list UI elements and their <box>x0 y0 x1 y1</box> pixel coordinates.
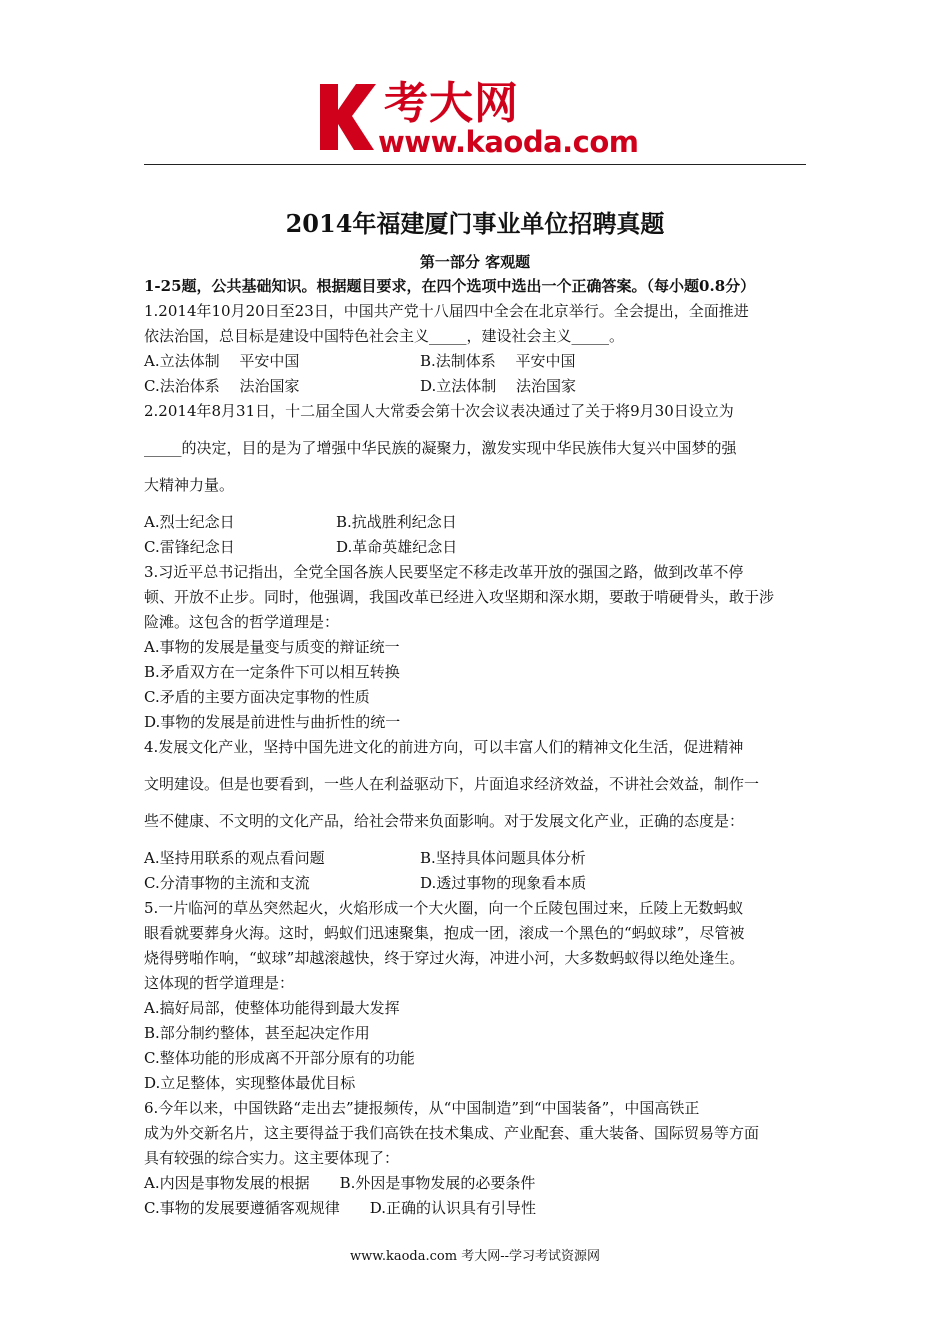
option-a[interactable]: A.坚持用联系的观点看问题 <box>144 849 325 867</box>
kaoda-k-logo-icon <box>318 80 380 152</box>
question-text: 大精神力量。 <box>144 476 235 494</box>
site-logo <box>318 80 638 158</box>
header-divider <box>144 164 806 165</box>
question-4 <box>144 735 808 896</box>
question-6 <box>144 1096 808 1221</box>
option-row <box>144 510 808 535</box>
question-text: _____的决定，目的是为了增强中华民族的凝聚力，激发实现中华民族伟大复兴中国梦的强 <box>144 439 737 457</box>
question-text: 1.2014年10月20日至23日，中国共产党十八届四中全会在北京举行。全会提出，全面推进 <box>144 302 749 320</box>
question-text: 6.今年以来，中国铁路“走出去”捷报频传，从“中国制造”到“中国装备”，中国高铁正 <box>144 1099 700 1117</box>
question-text: 具有较强的综合实力。这主要体现了： <box>144 1149 400 1167</box>
option-d[interactable]: D.透过事物的现象看本质 <box>420 874 587 892</box>
option-c[interactable]: C.矛盾的主要方面决定事物的性质 <box>144 688 370 706</box>
option-d[interactable]: D.革命英雄纪念日 <box>336 538 458 556</box>
question-text: 2.2014年8月31日，十二届全国人大常委会第十次会议表决通过了关于将9月30日设立为 <box>144 402 734 420</box>
option-b[interactable]: B.法制体系 平安中国 <box>420 352 576 370</box>
option-row <box>144 374 808 399</box>
question-text: 文明建设。但是也要看到，一些人在利益驱动下，片面追求经济效益，不讲社会效益，制作一 <box>144 775 760 793</box>
question-text: 烧得劈啪作响，“蚁球”却越滚越快，终于穿过火海，冲进小河，大多数蚂蚁得以绝处逢生。 <box>144 949 745 967</box>
page-footer: www.kaoda.com 考大网--学习考试资源网 <box>350 1249 600 1264</box>
question-text: 3.习近平总书记指出，全党全国各族人民要坚定不移走改革开放的强国之路，做到改革不停 <box>144 563 744 581</box>
question-text: 依法治国，总目标是建设中国特色社会主义_____，建设社会主义_____。 <box>144 327 625 345</box>
option-a[interactable]: A.立法体制 平安中国 <box>144 352 300 370</box>
question-text: 眼看就要葬身火海。这时，蚂蚁们迅速聚集，抱成一团，滚成一个黑色的“蚂蚁球”，尽管被 <box>144 924 745 942</box>
option-d[interactable]: D.立法体制 法治国家 <box>420 377 577 395</box>
option-b[interactable]: B.抗战胜利纪念日 <box>336 513 457 531</box>
question-1 <box>144 299 808 399</box>
option-c[interactable]: C.整体功能的形成离不开部分原有的功能 <box>144 1049 415 1067</box>
option-row <box>144 871 808 896</box>
option-c-d[interactable]: C.事物的发展要遵循客观规律 D.正确的认识具有引导性 <box>144 1199 536 1217</box>
option-b[interactable]: B.部分制约整体，甚至起决定作用 <box>144 1024 370 1042</box>
question-text: 5.一片临河的草丛突然起火，火焰形成一个大火圈，向一个丘陵包围过来，丘陵上无数蚂蚁 <box>144 899 744 917</box>
option-row <box>144 846 808 871</box>
instruction-text: 1-25题，公共基础知识。根据题目要求，在四个选项中选出一个正确答案。（每小题0.8分） <box>144 277 756 295</box>
option-c[interactable]: C.分清事物的主流和支流 <box>144 874 310 892</box>
question-text: 这体现的哲学道理是： <box>144 974 295 992</box>
logo-url: www.kaoda.com <box>378 125 639 159</box>
question-text: 些不健康、不文明的文化产品，给社会带来负面影响。对于发展文化产业，正确的态度是： <box>144 812 745 830</box>
option-a[interactable]: A.搞好局部，使整体功能得到最大发挥 <box>144 999 400 1017</box>
question-list <box>144 274 808 1221</box>
option-b[interactable]: B.坚持具体问题具体分析 <box>420 849 586 867</box>
option-c[interactable]: C.法治体系 法治国家 <box>144 377 300 395</box>
option-row <box>144 349 808 374</box>
option-d[interactable]: D.事物的发展是前进性与曲折性的统一 <box>144 713 401 731</box>
option-d[interactable]: D.立足整体，实现整体最优目标 <box>144 1074 356 1092</box>
option-a[interactable]: A.事物的发展是量变与质变的辩证统一 <box>144 638 400 656</box>
question-text: 成为外交新名片，这主要得益于我们高铁在技术集成、产业配套、重大装备、国际贸易等方面 <box>144 1124 760 1142</box>
option-row <box>144 535 808 560</box>
option-a[interactable]: A.烈士纪念日 <box>144 513 235 531</box>
question-2 <box>144 399 808 560</box>
logo-text: 考大网 <box>384 78 519 129</box>
section-subtitle: 第一部分 客观题 <box>419 253 531 271</box>
question-5 <box>144 896 808 1096</box>
question-text: 顿、开放不止步。同时，他强调，我国改革已经进入攻坚期和深水期，要敢于啃硬骨头，敢于涉 <box>144 588 775 606</box>
page-title: 2014年福建厦门事业单位招聘真题 <box>285 209 665 238</box>
option-c[interactable]: C.雷锋纪念日 <box>144 538 235 556</box>
question-3 <box>144 560 808 735</box>
question-text: 4.发展文化产业，坚持中国先进文化的前进方向，可以丰富人们的精神文化生活，促进精神 <box>144 738 744 756</box>
question-text: 险滩。这包含的哲学道理是： <box>144 613 340 631</box>
option-a-b[interactable]: A.内因是事物发展的根据 B.外因是事物发展的必要条件 <box>144 1174 536 1192</box>
option-b[interactable]: B.矛盾双方在一定条件下可以相互转换 <box>144 663 400 681</box>
